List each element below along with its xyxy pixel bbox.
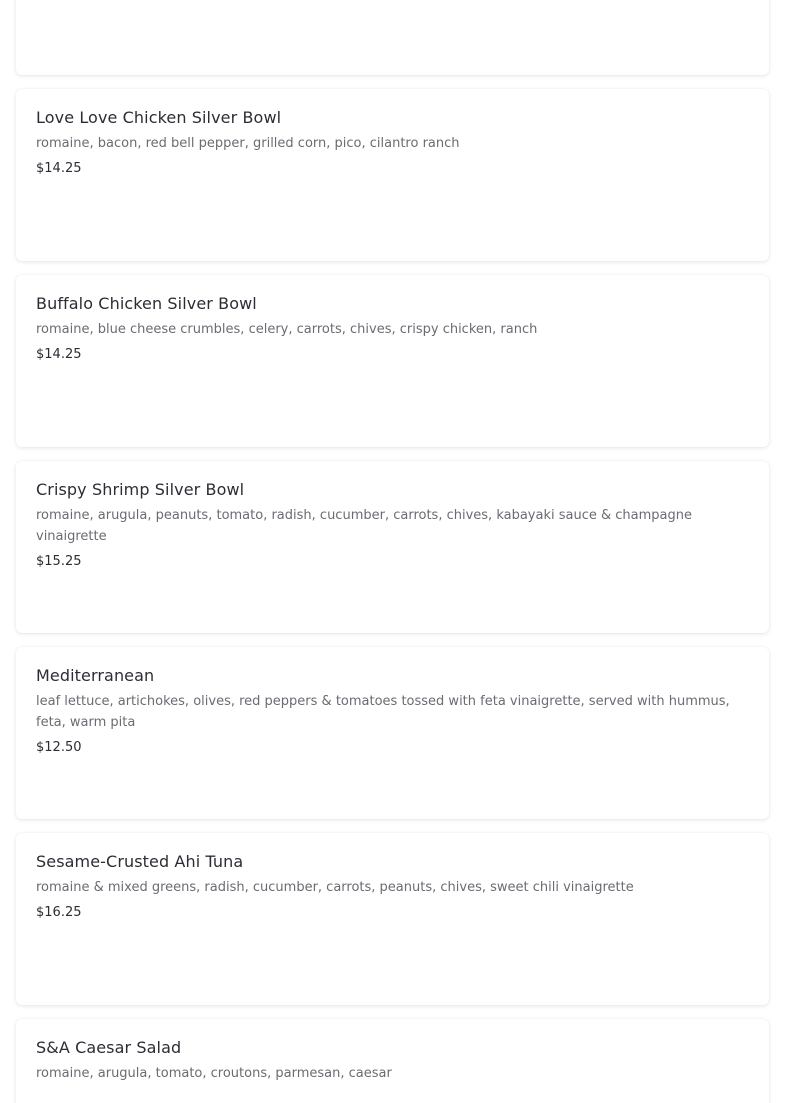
menu-item-name: Mediterranean	[36, 666, 155, 685]
menu-item-price: $14.25	[36, 347, 82, 362]
menu-item-name: Love Love Chicken Silver Bowl	[36, 108, 282, 127]
menu-item-description: leaf lettuce, artichokes, olives, red peppers & tomatoes tossed with feta vinaigrette, served with hummus, feta, warm pita	[36, 694, 730, 730]
menu-item-name: Crispy Shrimp Silver Bowl	[36, 480, 245, 499]
menu-item-price: $15.25	[36, 554, 82, 569]
menu-item-description: romaine, arugula, peanuts, tomato, radish, cucumber, carrots, chives, kabayaki sauce & champagne vinaigrette	[36, 508, 692, 544]
menu-item-description: romaine, blue cheese crumbles, celery, carrots, chives, crispy chicken, ranch	[36, 322, 538, 337]
menu-item-name: Buffalo Chicken Silver Bowl	[36, 294, 257, 313]
menu-item-card[interactable]	[16, 647, 769, 819]
menu-item-card[interactable]	[16, 275, 769, 447]
menu-item-description: romaine, arugula, tomato, croutons, parmesan, caesar	[36, 1066, 392, 1081]
menu-item-list	[16, 0, 769, 1103]
menu-item-price: $16.25	[36, 905, 82, 920]
menu-item-description: romaine & mixed greens, radish, cucumber, carrots, peanuts, chives, sweet chili vinaigrette	[36, 880, 634, 895]
menu-item-description: romaine, bacon, red bell pepper, grilled corn, pico, cilantro ranch	[36, 136, 460, 151]
menu-item-card[interactable]	[16, 0, 769, 75]
menu-item-card[interactable]	[16, 1019, 769, 1103]
menu-item-card[interactable]	[16, 89, 769, 261]
menu-item-card[interactable]	[16, 461, 769, 633]
menu-item-name: S&A Caesar Salad	[36, 1038, 182, 1057]
menu-item-price: $12.50	[36, 740, 82, 755]
menu-item-card[interactable]	[16, 833, 769, 1005]
menu-item-price: $14.25	[36, 161, 82, 176]
menu-item-name: Sesame-Crusted Ahi Tuna	[36, 852, 244, 871]
